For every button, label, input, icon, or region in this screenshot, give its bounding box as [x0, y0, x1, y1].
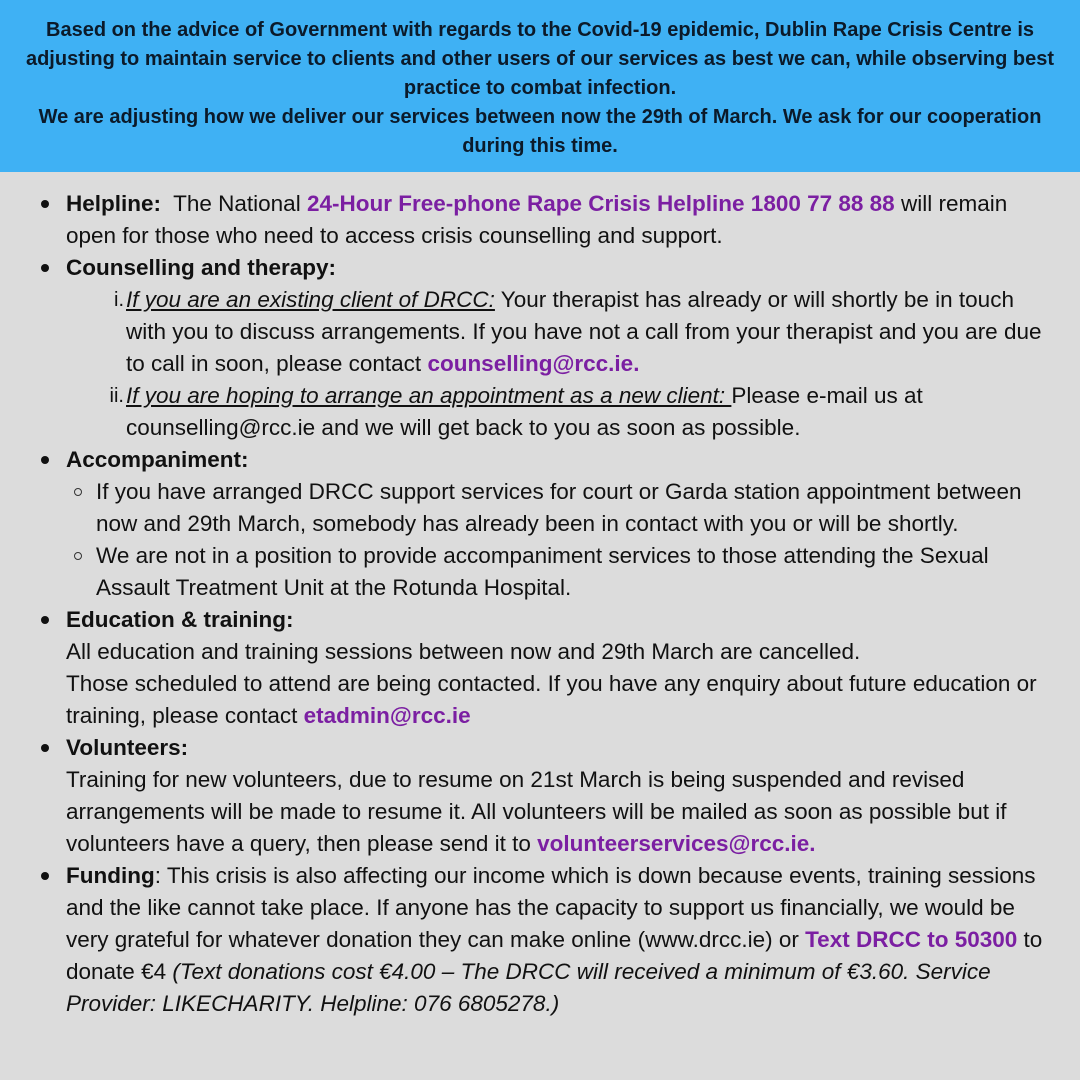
counselling-existing-client: [114, 284, 1056, 380]
new-client-lead: If you are hoping to arrange an appointment as a new client:: [126, 383, 732, 408]
existing-client-text: Your therapist has already or will shortly be in touch with you to discuss arrangements. If you have not a call from your therapist and you are due to call in soon, please contact: [126, 287, 1042, 376]
education-line-2: Those scheduled to attend are being contacted. If you have any enquiry about future education or training, please contact: [66, 671, 1037, 728]
helpline-heading: Helpline:: [66, 191, 162, 216]
counselling-new-client: [109, 380, 1056, 444]
banner-text-1: Based on the advice of Government with regards to the Covid-19 epidemic, Dublin Rape Crisis Centre is adjusting to maintain service to clients and other users of our services as best we can, while observing best practice to combat infection.: [25, 19, 1055, 99]
accompaniment-point-1: If you have arranged DRCC support services for court or Garda station appointment between now and 29th March, somebody has already been in contact with you or will be shortly.: [96, 476, 1056, 540]
new-client-text: Please e-mail us at counselling@rcc.ie and we will get back to you as soon as possible.: [126, 383, 923, 440]
volunteers-item: [38, 732, 1056, 860]
existing-client-lead: If you are an existing client of DRCC:: [126, 287, 495, 312]
education-item: [38, 604, 1056, 732]
volunteers-text: Training for new volunteers, due to resume on 21st March is being suspended and revised arrangements will be made to resume it. All volunteers will be mailed as soon as possible but if volunteers have a query, then please send it to: [66, 767, 1007, 856]
funding-post: to donate €4: [66, 927, 1043, 984]
funding-item: [38, 860, 1056, 1020]
education-heading: Education & training:: [66, 607, 294, 632]
banner-text-2: We are adjusting how we deliver our services between now the 29th of March. We ask for our cooperation during this time.: [38, 106, 1042, 157]
helpline-post: will remain open for those who need to access crisis counselling and support.: [66, 191, 1008, 248]
text-donation-code: Text DRCC to 50300: [805, 927, 1018, 952]
helpline-item: [38, 188, 1056, 252]
funding-heading: Funding: [66, 863, 155, 888]
accompaniment-item: [38, 444, 1056, 604]
services-list: [38, 188, 1056, 1020]
helpline-pre: The National: [173, 191, 307, 216]
helpline-number[interactable]: 24-Hour Free-phone Rape Crisis Helpline 1800 77 88 88: [306, 191, 895, 216]
funding-text: : This crisis is also affecting our income which is down because events, training sessions and the like cannot take place. If anyone has the capacity to support us financially, we would be very grateful for whatever donation they can make online (www.drcc.ie) or: [66, 863, 1036, 952]
counselling-item: [38, 252, 1056, 444]
announcement-banner: [0, 0, 1080, 172]
volunteers-heading: Volunteers:: [66, 735, 189, 760]
donation-terms: (Text donations cost €4.00 – The DRCC will received a minimum of €3.60. Service Provider: LIKECHARITY. Helpline: 076 6805278.): [66, 959, 991, 1016]
accompaniment-point-2: We are not in a position to provide accompaniment services to those attending the Sexual Assault Treatment Unit at the Rotunda Hospital.: [96, 540, 1056, 604]
counselling-sublist: [66, 284, 1056, 444]
etadmin-email-link[interactable]: etadmin@rcc.ie: [303, 703, 471, 728]
counselling-heading: Counselling and therapy:: [66, 255, 337, 280]
volunteer-email-link[interactable]: volunteerservices@rcc.ie.: [537, 831, 816, 856]
accompaniment-heading: Accompaniment:: [66, 447, 249, 472]
accompaniment-sublist: [66, 476, 1056, 604]
counselling-email-link[interactable]: counselling@rcc.ie.: [427, 351, 640, 376]
education-line-1: All education and training sessions between now and 29th March are cancelled.: [66, 639, 861, 664]
roman-marker-1: i.: [114, 289, 124, 311]
services-notice: [0, 172, 1080, 1020]
roman-marker-2: ii.: [109, 385, 124, 407]
